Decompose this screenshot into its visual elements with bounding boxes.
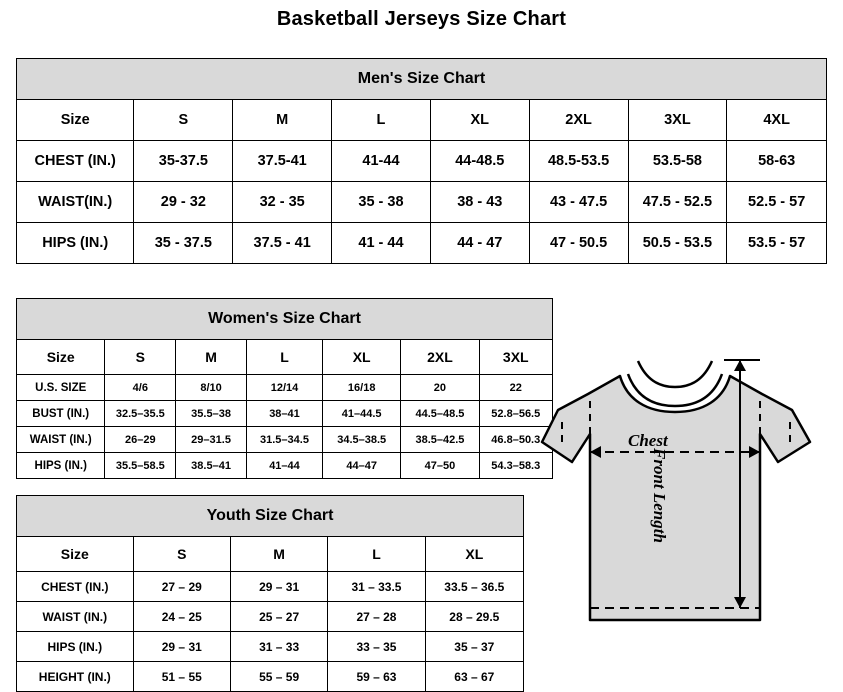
table-cell: 44–47 — [323, 453, 401, 479]
row-label: HIPS (IN.) — [17, 632, 134, 662]
table-cell: 53.5-58 — [628, 141, 727, 182]
row-label: HIPS (IN.) — [17, 223, 134, 264]
table-cell: 37.5-41 — [233, 141, 332, 182]
jersey-outline — [542, 376, 810, 620]
column-header: XL — [323, 340, 401, 375]
table-cell: 41–44 — [246, 453, 322, 479]
table-cell: 22 — [479, 375, 552, 401]
page-title: Basketball Jerseys Size Chart — [276, 8, 567, 30]
table-cell: 25 – 27 — [230, 602, 327, 632]
mens-chart-banner: Men's Size Chart — [17, 59, 827, 100]
column-header: 4XL — [727, 100, 827, 141]
table-cell: 47 - 50.5 — [529, 223, 628, 264]
jersey-illustration — [528, 330, 828, 675]
table-cell: 32 - 35 — [233, 182, 332, 223]
column-header: M — [233, 100, 332, 141]
table-cell: 47–50 — [401, 453, 479, 479]
table-cell: 8/10 — [176, 375, 247, 401]
row-label: HEIGHT (IN.) — [17, 662, 134, 692]
table-cell: 53.5 - 57 — [727, 223, 827, 264]
column-header: S — [105, 340, 176, 375]
table-row — [17, 602, 524, 632]
row-label: BUST (IN.) — [17, 401, 105, 427]
table-cell: 54.3–58.3 — [479, 453, 552, 479]
table-row — [17, 182, 827, 223]
table-cell: 31.5–34.5 — [246, 427, 322, 453]
chest-label: Chest — [628, 431, 668, 450]
womens-chart-banner: Women's Size Chart — [17, 299, 553, 340]
column-header: S — [133, 537, 230, 572]
row-label: WAIST(IN.) — [17, 182, 134, 223]
table-cell: 55 – 59 — [230, 662, 327, 692]
column-header: M — [230, 537, 327, 572]
table-cell: 41-44 — [332, 141, 431, 182]
column-header: L — [328, 537, 425, 572]
table-cell: 63 – 67 — [425, 662, 523, 692]
table-cell: 38.5–41 — [176, 453, 247, 479]
table-row — [17, 401, 553, 427]
row-label: WAIST (IN.) — [17, 602, 134, 632]
table-cell: 29 – 31 — [133, 632, 230, 662]
table-cell: 27 – 29 — [133, 572, 230, 602]
table-cell: 43 - 47.5 — [529, 182, 628, 223]
table-row — [17, 59, 827, 100]
column-header: 3XL — [628, 100, 727, 141]
row-label: CHEST (IN.) — [17, 572, 134, 602]
table-cell: 41–44.5 — [323, 401, 401, 427]
table-cell: 12/14 — [246, 375, 322, 401]
table-row — [17, 375, 553, 401]
column-header: L — [246, 340, 322, 375]
table-cell: 26–29 — [105, 427, 176, 453]
table-row — [17, 223, 827, 264]
table-cell: 28 – 29.5 — [425, 602, 523, 632]
table-cell: 35 - 37.5 — [134, 223, 233, 264]
table-row — [17, 299, 553, 340]
table-row — [17, 496, 524, 537]
table-header-row — [17, 340, 553, 375]
column-header: XL — [425, 537, 523, 572]
table-cell: 31 – 33.5 — [328, 572, 425, 602]
column-header: 3XL — [479, 340, 552, 375]
table-cell: 29 – 31 — [230, 572, 327, 602]
table-cell: 32.5–35.5 — [105, 401, 176, 427]
collar-line — [628, 374, 722, 406]
collar-inner-line — [638, 361, 712, 387]
row-label: HIPS (IN.) — [17, 453, 105, 479]
table-cell: 41 - 44 — [332, 223, 431, 264]
table-cell: 35.5–58.5 — [105, 453, 176, 479]
table-row — [17, 141, 827, 182]
row-label: U.S. SIZE — [17, 375, 105, 401]
table-cell: 4/6 — [105, 375, 176, 401]
table-cell: 38.5–42.5 — [401, 427, 479, 453]
table-cell: 27 – 28 — [328, 602, 425, 632]
table-cell: 35 - 38 — [332, 182, 431, 223]
table-cell: 35-37.5 — [134, 141, 233, 182]
table-cell: 46.8–50.3 — [479, 427, 552, 453]
youth-size-chart — [16, 495, 524, 692]
table-cell: 33 – 35 — [328, 632, 425, 662]
table-cell: 44 - 47 — [430, 223, 529, 264]
table-cell: 52.8–56.5 — [479, 401, 552, 427]
table-cell: 59 – 63 — [328, 662, 425, 692]
column-header: Size — [17, 340, 105, 375]
table-header-row — [17, 537, 524, 572]
mens-size-chart — [16, 58, 827, 264]
table-cell: 33.5 – 36.5 — [425, 572, 523, 602]
table-header-row — [17, 100, 827, 141]
table-cell: 38–41 — [246, 401, 322, 427]
front-length-label: Front Length — [650, 448, 669, 543]
column-header: 2XL — [401, 340, 479, 375]
table-cell: 29 - 32 — [134, 182, 233, 223]
table-row — [17, 572, 524, 602]
table-row — [17, 453, 553, 479]
column-header: L — [332, 100, 431, 141]
table-cell: 52.5 - 57 — [727, 182, 827, 223]
front-length-arrow-top — [734, 360, 746, 371]
table-cell: 16/18 — [323, 375, 401, 401]
table-cell: 35 – 37 — [425, 632, 523, 662]
table-cell: 20 — [401, 375, 479, 401]
table-cell: 24 – 25 — [133, 602, 230, 632]
table-cell: 48.5-53.5 — [529, 141, 628, 182]
shirt-measurement-diagram — [528, 330, 828, 675]
column-header: M — [176, 340, 247, 375]
table-cell: 50.5 - 53.5 — [628, 223, 727, 264]
table-cell: 44-48.5 — [430, 141, 529, 182]
table-cell: 51 – 55 — [133, 662, 230, 692]
column-header: XL — [430, 100, 529, 141]
table-row — [17, 632, 524, 662]
table-cell: 58-63 — [727, 141, 827, 182]
youth-chart-banner: Youth Size Chart — [17, 496, 524, 537]
table-cell: 37.5 - 41 — [233, 223, 332, 264]
column-header: Size — [17, 537, 134, 572]
row-label: CHEST (IN.) — [17, 141, 134, 182]
column-header: Size — [17, 100, 134, 141]
table-row — [17, 662, 524, 692]
row-label: WAIST (IN.) — [17, 427, 105, 453]
table-cell: 31 – 33 — [230, 632, 327, 662]
table-cell: 38 - 43 — [430, 182, 529, 223]
table-cell: 34.5–38.5 — [323, 427, 401, 453]
table-cell: 47.5 - 52.5 — [628, 182, 727, 223]
table-cell: 35.5–38 — [176, 401, 247, 427]
column-header: S — [134, 100, 233, 141]
table-cell: 44.5–48.5 — [401, 401, 479, 427]
table-cell: 29–31.5 — [176, 427, 247, 453]
column-header: 2XL — [529, 100, 628, 141]
womens-size-chart — [16, 298, 553, 479]
table-row — [17, 427, 553, 453]
